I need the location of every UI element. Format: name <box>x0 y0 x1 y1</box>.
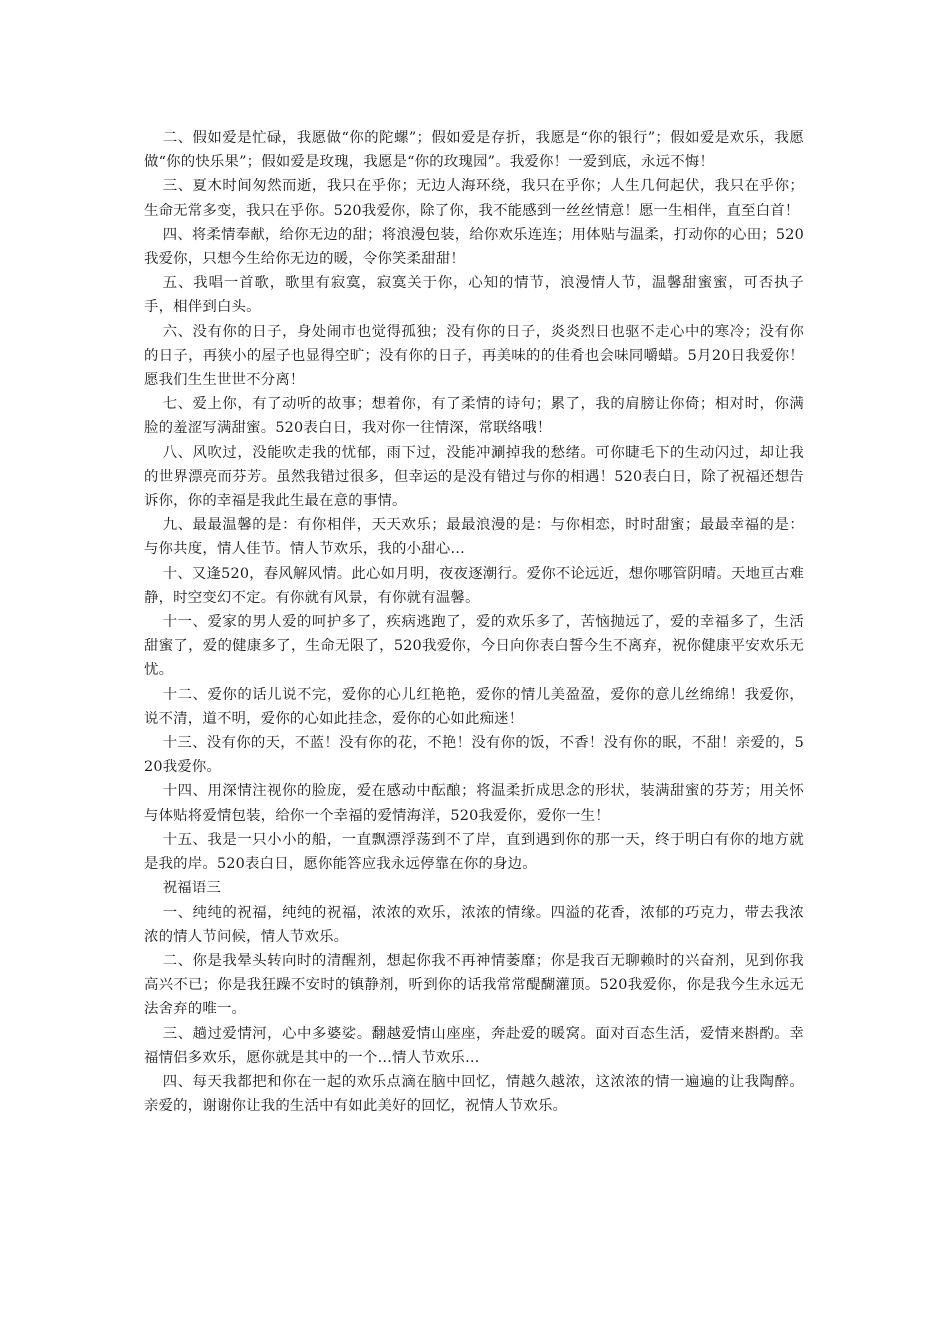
section-heading: 祝福语三 <box>162 880 222 897</box>
paragraph-2: 二、假如爱是忙碌，我愿做“你的陀螺”；假如爱是存折，我愿是“你的银行”；假如爱是欢乐，我愿做“你的快乐果”；假如爱是玫瑰，我愿是“你的玫瑰园”。我爱你！一爱到底，永远不悔！ <box>144 130 804 171</box>
paragraph-3: 三、夏木时间匆然而逝，我只在乎你；无边人海环绕，我只在乎你；人生几何起伏，我只在乎你；生命无常多变，我只在乎你。520我爱你，除了你，我不能感到一丝丝情意！愿一生相伴，直至白首！ <box>144 178 804 219</box>
section-paragraph-1: 一、纯纯的祝福，纯纯的祝福，浓浓的欢乐，浓浓的情缘。四溢的花香，浓郁的巧克力，带去我浓浓的情人节问候，情人节欢乐。 <box>144 904 804 945</box>
document-body <box>144 126 804 1118</box>
paragraph-13: 十三、没有你的天，不蓝！没有你的花，不艳！没有你的饭，不香！没有你的眠，不甜！亲爱的，520我爱你。 <box>144 735 804 776</box>
paragraph-9: 九、最最温馨的是：有你相伴，天天欢乐；最最浪漫的是：与你相恋，时时甜蜜；最最幸福的是：与你共度，情人佳节。情人节欢乐，我的小甜心… <box>144 517 804 558</box>
paragraph-14: 十四、用深情注视你的脸庞，爱在感动中酝酿；将温柔折成思念的形状，装满甜蜜的芬芳；用关怀与体贴将爱情包装，给你一个幸福的爱情海洋，520我爱你，爱你一生！ <box>144 783 804 824</box>
paragraph-8: 八、风吹过，没能吹走我的忧郁，雨下过，没能冲涮掉我的愁绪。可你睫毛下的生动闪过，却让我的世界漂亮而芬芳。虽然我错过很多，但幸运的是没有错过与你的相遇！520表白日，除了祝福还想告诉你，你的幸福是我此生最在意的事情。 <box>144 444 804 510</box>
section-paragraph-4: 四、每天我都把和你在一起的欢乐点滴在脑中回忆，情越久越浓，这浓浓的情一遍遍的让我陶醉。亲爱的，谢谢你让我的生活中有如此美好的回忆，祝情人节欢乐。 <box>144 1073 804 1115</box>
paragraph-15: 十五、我是一只小小的船，一直飘漂浮荡到不了岸，直到遇到你的那一天，终于明白有你的地方就是我的岸。520表白日，愿你能答应我永远停靠在你的身边。 <box>144 831 804 873</box>
paragraph-11: 十一、爱家的男人爱的呵护多了，疾病逃跑了，爱的欢乐多了，苦恼抛远了，爱的幸福多了，生活甜蜜了，爱的健康多了，生命无限了，520我爱你，今日向你表白誓今生不离弃，祝你健康平安欢乐无忧。 <box>144 614 804 679</box>
paragraph-7: 七、爱上你，有了动听的故事；想着你，有了柔情的诗句；累了，我的肩膀让你倚；相对时，你满脸的羞涩写满甜蜜。520表白日，我对你一往情深，常联络哦！ <box>144 396 804 437</box>
paragraph-12: 十二、爱你的话儿说不完，爱你的心儿红艳艳，爱你的情儿美盈盈，爱你的意儿丝绵绵！我爱你，说不清，道不明，爱你的心如此挂念，爱你的心如此痴迷！ <box>144 686 804 727</box>
paragraph-6: 六、没有你的日子，身处闹市也觉得孤独；没有你的日子，炎炎烈日也驱不走心中的寒冷；没有你的日子，再狭小的屋子也显得空旷；没有你的日子，再美味的的佳肴也会味同嚼蜡。5月20日我爱你！愿我们生生世世不分离！ <box>144 323 804 389</box>
section-paragraph-3: 三、趟过爱情河，心中多婆娑。翻越爱情山座座，奔赴爱的暖窝。面对百态生活，爱情来斟酌。幸福情侣多欢乐，愿你就是其中的一个…情人节欢乐… <box>144 1025 804 1066</box>
paragraph-10: 十、又逢520，春风解风情。此心如月明，夜夜逐潮行。爱你不论远近，想你哪管阴晴。天地亘古难静，时空变幻不定。有你就有风景，有你就有温馨。 <box>144 565 804 606</box>
paragraph-5: 五、我唱一首歌，歌里有寂寞，寂寞关于你，心知的情节，浪漫情人节，温馨甜蜜蜜，可否执子手，相伴到白头。 <box>144 275 804 316</box>
section-paragraph-2: 二、你是我晕头转向时的清醒剂，想起你我不再神情萎靡；你是我百无聊赖时的兴奋剂，见到你我高兴不已；你是我狂躁不安时的镇静剂，听到你的话我常常醍醐灌顶。520我爱你，你是我今生永远无法舍弃的唯一。 <box>144 952 804 1018</box>
paragraph-4: 四、将柔情奉献，给你无边的甜；将浪漫包装，给你欢乐连连；用体贴与温柔，打动你的心田；520我爱你，只想今生给你无边的暖，令你笑柔甜甜！ <box>144 226 804 268</box>
